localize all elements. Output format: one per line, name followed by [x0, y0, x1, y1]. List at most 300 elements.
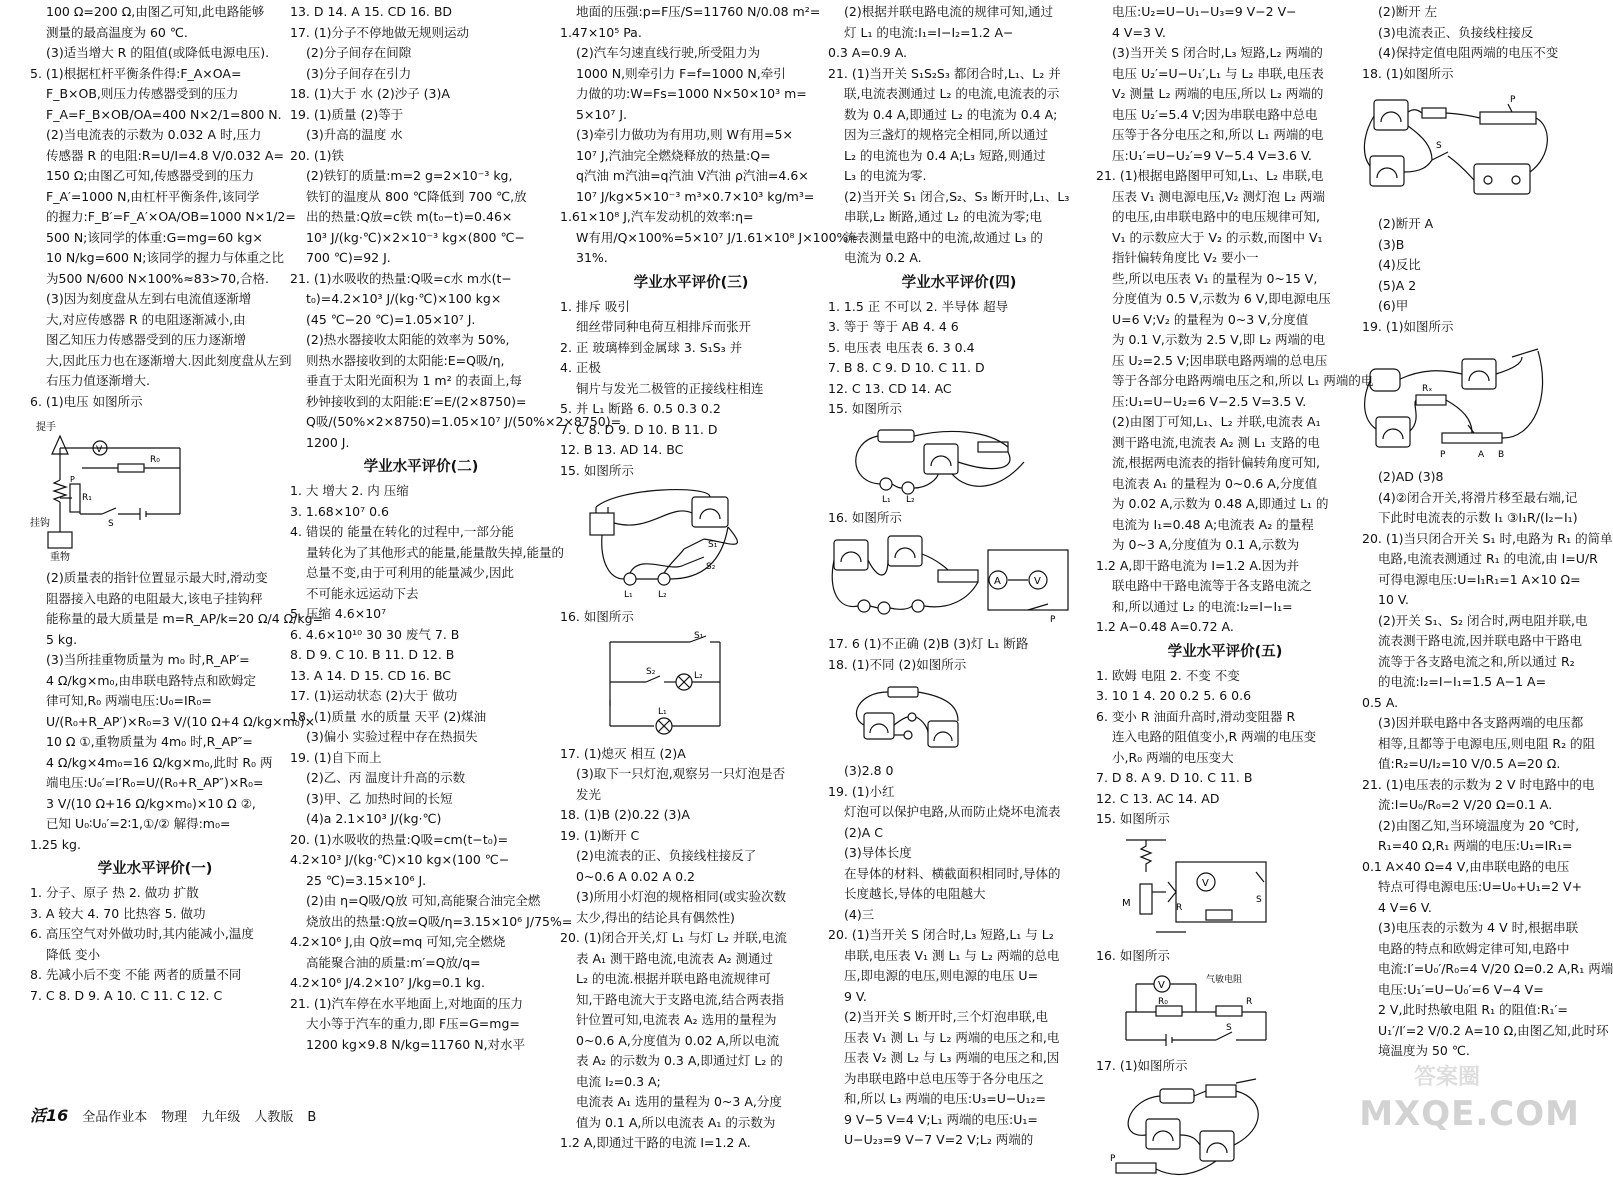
- answer-line: 21. (1)水吸收的热量:Q吸=c水 m水(t−: [290, 270, 512, 286]
- svg-text:S: S: [1226, 1023, 1232, 1033]
- answer-line: 针位置可知,电流表 A₂ 选用的量程为: [576, 1012, 777, 1027]
- answer-line: 电流表 A₁ 选用的量程为 0~3 A,分度: [576, 1094, 782, 1109]
- answer-line: 测量的最高温度为 60 ℃.: [46, 24, 188, 40]
- figure-handle-label: 提手: [36, 422, 56, 433]
- answer-line: (2)由图丁可知,L₁、L₂ 并联,电流表 A₁: [1112, 414, 1321, 429]
- col5d-text: [1096, 1056, 1354, 1077]
- answer-line: 电压:U₁′=U−U₀′=6 V−4 V=: [1378, 981, 1544, 997]
- answer-line: 25 ℃)=3.15×10⁶ J.: [306, 872, 427, 888]
- answer-line: 19. (1)自下而上: [290, 749, 382, 765]
- col1-text: [30, 2, 296, 412]
- answer-line: 电压 U₂′=U−U₁′,L₁ 与 L₂ 串联,电压表: [1112, 65, 1324, 81]
- answer-line: (3)因并联电路中各支路两端的电压都: [1378, 715, 1584, 730]
- answer-line: 8. 先减小后不变 不能 两者的质量不同: [30, 967, 242, 982]
- answer-line: 联,电流表测通过 L₂ 的电流,电流表的示: [844, 86, 1060, 101]
- answer-line: 150 Ω;由图乙可知,传感器受到的压力: [46, 168, 255, 183]
- answer-line: 13. D 14. A 15. CD 16. BD: [290, 4, 453, 19]
- answer-line: Q吸/(50%×2×8750)=1.05×10⁷ J/(50%×2×8750)=: [306, 414, 622, 429]
- answer-line: (2)质量表的指针位置显示最大时,滑动变: [46, 570, 268, 585]
- answer-line: U₁′/I′=2 V/0.2 A=10 Ω,由图乙知,此时环: [1378, 1022, 1609, 1038]
- answer-line: (3)B: [1378, 236, 1405, 252]
- answer-line: (2)A C: [844, 824, 883, 840]
- answer-line: 1.2 A,即通过干路的电流 I=1.2 A.: [560, 1135, 751, 1150]
- figure-hanging-scale: [30, 414, 200, 564]
- svg-text:L₁: L₁: [882, 494, 891, 505]
- answer-line: 值为 0.1 A,所以电流表 A₁ 的示数为: [576, 1114, 776, 1130]
- col3b-text: [560, 297, 822, 482]
- answer-line: 压表 V₂ 测 L₂ 与 L₃ 两端的电压之和,因: [844, 1050, 1060, 1065]
- col2b-text: [290, 481, 573, 1055]
- answer-line: 流表测量电路中的电流,故通过 L₃ 的: [844, 229, 1043, 245]
- answer-line: 3. A 较大 4. 70 比热容 5. 做功: [30, 905, 206, 921]
- svg-text:A: A: [1478, 450, 1485, 460]
- answer-line: (2)当开关 S 断开时,三个灯泡串联,电: [844, 1009, 1049, 1024]
- answer-line: 为500 N/600 N×100%≈83>70,合格.: [46, 270, 269, 286]
- column-6: [1362, 2, 1613, 1100]
- svg-text:R₁: R₁: [82, 493, 92, 503]
- answer-line: 4 V=3 V.: [1112, 24, 1166, 40]
- answer-line: 压:U₁=U−U₂=6 V−2.5 V=3.5 V.: [1112, 393, 1307, 409]
- answer-line: 铜片与发光二极管的正接线柱相连: [576, 380, 764, 396]
- answer-line: 20. (1)水吸收的热量:Q吸=cm(t−t₀)=: [290, 831, 509, 847]
- answer-line: (2)电流表的正、负接线柱接反了: [576, 848, 757, 863]
- answer-line: 21. (1)根据电路图甲可知,L₁、L₂ 串联,电: [1096, 168, 1324, 183]
- answer-line: 压表 V₁ 测电源电压,V₂ 测灯泡 L₂ 两端: [1112, 188, 1325, 204]
- answer-line: 电流:I′=U₀′/R₀=4 V/20 Ω=0.2 A,R₁ 两端: [1378, 961, 1613, 976]
- answer-line: 压等于各分电压之和,所以 L₁ 两端的电: [1112, 127, 1324, 142]
- answer-line: (4)反比: [1378, 257, 1421, 272]
- svg-text:P: P: [1110, 1153, 1116, 1164]
- answer-line: 16. 如图所示: [560, 609, 634, 624]
- answer-line: 的电流:I₂=I−I₁=1.5 A−1 A=: [1378, 674, 1547, 689]
- answer-line: U−U₂₃=9 V−7 V=2 V;L₂ 两端的: [844, 1132, 1034, 1147]
- answer-line: 能称量的最大质量是 m=R_AP/k=20 Ω/4 Ω/kg=: [46, 611, 324, 626]
- answer-line: 15. 如图所示: [1096, 811, 1170, 826]
- svg-text:R₀: R₀: [150, 455, 160, 465]
- svg-text:V: V: [1158, 980, 1165, 991]
- answer-line: 8. D 9. C 10. B 11. D 12. B: [290, 647, 455, 662]
- answer-line: 0.1 A×40 Ω=4 V,由串联电路的电压: [1362, 858, 1570, 874]
- answer-line: 15. 如图所示: [560, 462, 634, 478]
- svg-text:A: A: [994, 576, 1001, 587]
- answer-line: 在导体的材料、横截面积相同时,导体的: [844, 865, 1061, 881]
- answer-line: 和,所以 L₃ 两端的电压:U₃=U−U₁₂=: [844, 1091, 1047, 1106]
- answer-line: (3)取下一只灯泡,观察另一只灯泡是否: [576, 766, 786, 781]
- page-number: 活16: [30, 1105, 69, 1125]
- answer-line: 3. 等于 等于 AB 4. 4 6: [828, 319, 959, 334]
- answer-line: R₁=40 Ω,R₁ 两端的电压:U₁=IR₁=: [1378, 838, 1573, 853]
- svg-text:L₁: L₁: [624, 590, 633, 600]
- answer-line: 表 A₁ 测干路电流,电流表 A₂ 测通过: [576, 950, 773, 966]
- answer-line: 4. 错误的 能量在转化的过程中,一部分能: [290, 524, 514, 539]
- answer-line: 700 ℃)=92 J.: [306, 250, 391, 265]
- answer-line: 3. 1.68×10⁷ 0.6: [290, 503, 389, 519]
- svg-text:V: V: [1034, 576, 1041, 587]
- answer-line: W有用/Q×100%=5×10⁷ J/1.61×10⁸ J×100%≈: [576, 229, 859, 245]
- footer-edition: 人教版: [254, 1109, 294, 1125]
- answer-line: 19. (1)质量 (2)等于: [290, 106, 404, 122]
- answer-line: 0.5 A.: [1362, 694, 1399, 710]
- svg-text:P: P: [1510, 95, 1516, 105]
- answer-line: 压,即电源的电压,则电源的电压 U=: [844, 968, 1039, 983]
- answer-line: (3)牵引力做功为有用功,则 W有用=5×: [576, 127, 793, 142]
- answer-line: F_B×OB,则压力传感器受到的压力: [46, 86, 239, 101]
- svg-text:S: S: [1436, 141, 1442, 151]
- answer-line: 17. (1)熄灭 相互 (2)A: [560, 745, 686, 761]
- answer-line: 5 kg.: [46, 631, 78, 647]
- figure-hook-label: 挂钩: [30, 518, 50, 529]
- answer-line: 18. (1)大于 水 (2)沙子 (3)A: [290, 86, 450, 101]
- svg-text:S₂: S₂: [646, 666, 656, 677]
- answer-line: (6)甲: [1378, 298, 1409, 313]
- answer-line: 20. (1)闭合开关,灯 L₁ 与灯 L₂ 并联,电流: [560, 930, 787, 945]
- watermark: MXQE.COM: [1359, 1093, 1580, 1134]
- answer-line: 境温度为 50 ℃.: [1378, 1043, 1470, 1058]
- answer-line: (4)三: [844, 906, 875, 922]
- answer-line: 灯 L₁ 的电流:I₁=I−I₂=1.2 A−: [844, 24, 1014, 40]
- answer-line: 端电压:U₀′=I′R₀=U/(R₀+R_AP″)×R₀=: [46, 775, 264, 790]
- answer-line: 4.2×10³ J/(kg·℃)×10 kg×(100 ℃−: [290, 852, 510, 867]
- answer-line: 20. (1)铁: [290, 147, 345, 163]
- answer-line: (3)偏小 实验过程中存在热损失: [306, 729, 478, 744]
- answer-line: 15. 如图所示: [828, 401, 902, 416]
- answer-line: 100 Ω=200 Ω,由图乙可知,此电路能够: [46, 4, 265, 19]
- figure-circuit-q16c: [1096, 968, 1296, 1052]
- col4e-text: [828, 761, 1090, 1151]
- svg-text:B: B: [1498, 450, 1505, 460]
- watermark-cn: 答案圈: [1413, 1064, 1480, 1090]
- answer-line: U/(R₀+R_AP′)×R₀=3 V/(10 Ω+4 Ω/kg×m₀)×: [46, 713, 316, 729]
- answer-line: 右压力值逐渐增大.: [46, 373, 150, 388]
- section-heading-5: 学业水平评价(五): [1167, 643, 1283, 660]
- answer-line: 0~0.6 A 0.02 A 0.2: [576, 868, 696, 884]
- answer-line: 数为 0.4 A,即通过 L₂ 的电流为 0.4 A;: [844, 106, 1058, 122]
- section-heading-2: 学业水平评价(二): [363, 459, 479, 475]
- answer-line: V₁ 的示数应大于 V₂ 的示数,而图中 V₁: [1112, 229, 1323, 245]
- svg-text:S₂: S₂: [706, 562, 716, 572]
- answer-line: U=6 V;V₂ 的量程为 0~3 V,分度值: [1112, 311, 1309, 327]
- svg-text:L₂: L₂: [906, 494, 915, 505]
- figure-circuit-q17: [1096, 1079, 1296, 1189]
- answer-line: 1200 kg×9.8 N/kg=11760 N,对水平: [306, 1036, 526, 1052]
- answer-line: (2)铁钉的质量:m=2 g=2×10⁻³ kg,: [306, 168, 513, 183]
- answer-line: 17. 6 (1)不正确 (2)B (3)灯 L₁ 断路: [828, 636, 1029, 651]
- answer-line: 可得电源电压:U=I₁R₁=1 A×10 Ω=: [1378, 571, 1581, 587]
- answer-line: 10⁷ J,汽油完全燃烧释放的热量:Q=: [576, 147, 771, 163]
- svg-text:R: R: [1246, 997, 1253, 1007]
- answer-line: 传感器 R 的电阻:R=U/I=4.8 V/0.032 A=: [46, 147, 284, 163]
- answer-line: 细丝带同种电荷互相排斥而张开: [576, 319, 752, 334]
- answer-line: (2)开关 S₁、S₂ 闭合时,两电阻并联,电: [1378, 612, 1588, 628]
- col1c-text: [30, 883, 280, 1006]
- col1b-text: [30, 568, 324, 855]
- column-4: [828, 2, 1090, 1147]
- answer-line: 电流为 I₁=0.48 A;电流表 A₂ 的量程: [1112, 516, 1314, 532]
- answer-line: 4 V=6 V.: [1378, 899, 1432, 915]
- col6c-text: [1362, 467, 1613, 1062]
- answer-line: (4)保持定值电阻两端的电压不变: [1378, 45, 1559, 60]
- figure-circuit-q19: [1362, 339, 1562, 463]
- answer-line: 1.25 kg.: [30, 836, 81, 852]
- answer-line: (2)断开 左: [1378, 4, 1438, 19]
- col4-text: [828, 2, 1090, 269]
- answer-line: 21. (1)电压表的示数为 2 V 时电路中的电: [1362, 776, 1595, 792]
- answer-line: 为串联电路中总电压等于各分电压之: [844, 1070, 1045, 1086]
- answer-line: 流:I=U₀/R₀=2 V/20 Ω=0.1 A.: [1378, 797, 1553, 812]
- svg-text:S: S: [108, 519, 114, 529]
- answer-line: (2)汽车匀速直线行驶,所受阻力为: [576, 45, 761, 60]
- answer-line: 表 A₂ 的示数为 0.3 A,即通过灯 L₂ 的: [576, 1053, 783, 1068]
- svg-text:R₀: R₀: [1158, 997, 1168, 1007]
- page-footer: [30, 1106, 316, 1129]
- answer-line: 压表 V₁ 测 L₁ 与 L₂ 两端的电压之和,电: [844, 1029, 1060, 1045]
- answer-line: 串联,电压表 V₁ 测 L₁ 与 L₂ 两端的总电: [844, 947, 1060, 963]
- answer-line: 因为三盏灯的规格完全相同,所以通过: [844, 127, 1048, 142]
- answer-line: 6. 4.6×10¹⁰ 30 30 废气 7. B: [290, 626, 460, 642]
- svg-text:P: P: [1050, 615, 1056, 625]
- answer-line: 秒钟接收到的太阳能:E′=E/(2×8750)=: [306, 393, 527, 409]
- answer-line: 7. C 8. D 9. D 10. B 11. D: [560, 421, 718, 437]
- answer-line: 19. (1)断开 C: [560, 827, 640, 843]
- answer-line: 2 V,此时热敏电阻 R₁ 的阻值:R₁′=: [1378, 1002, 1568, 1017]
- answer-line: (2)由 η=Q吸/Q放 可知,高能聚合油完全燃: [306, 893, 541, 908]
- answer-line: 1. 分子、原子 热 2. 做功 扩散: [30, 885, 199, 900]
- section-heading-3: 学业水平评价(三): [633, 274, 749, 291]
- figure-circuit-q16: [560, 630, 760, 740]
- answer-line: 7. B 8. C 9. D 10. C 11. D: [828, 360, 985, 375]
- answer-line: (3)电压表的示数为 4 V 时,根据串联: [1378, 920, 1579, 935]
- answer-line: 12. C 13. AC 14. AD: [1096, 790, 1220, 806]
- answer-line: 10 V.: [1378, 592, 1409, 607]
- col3-text: [560, 2, 859, 269]
- col5b-text: [1096, 666, 1354, 830]
- answer-line: 流,根据两电流表的指针偏转角度可知,: [1112, 455, 1320, 470]
- figure-circuit-q15: [560, 483, 760, 603]
- answer-line: L₂ 的电流.根据并联电路电流规律可: [576, 971, 771, 986]
- answer-line: 小,R₀ 两端的电压变大: [1112, 749, 1234, 765]
- svg-text:Rₓ: Rₓ: [1422, 384, 1433, 394]
- answer-line: 19. (1)小红: [828, 783, 895, 799]
- answer-line: 16. 如图所示: [1096, 947, 1170, 963]
- svg-text:R: R: [1176, 902, 1183, 913]
- answer-line: 1.61×10⁸ J,汽车发动机的效率:η=: [560, 209, 754, 224]
- answer-line: 1200 J.: [306, 434, 350, 450]
- figure-circuit-q18: [828, 677, 1018, 757]
- svg-text:V: V: [1202, 877, 1209, 889]
- col5-text: [1096, 2, 1374, 638]
- answer-line: 量转化为了其他形式的能量,能量散失掉,能量的: [306, 544, 564, 560]
- answer-line: F_A′=1000 N,由杠杆平衡条件,该同学: [46, 188, 260, 204]
- answer-line: 5. (1)根据杠杆平衡条件得:F_A×OA=: [30, 65, 242, 81]
- answer-line: (3)因为刻度盘从左到右电流值逐渐增: [46, 291, 252, 306]
- answer-line: (3)当开关 S 闭合时,L₃ 短路,L₂ 两端的: [1112, 45, 1323, 60]
- svg-text:S₁: S₁: [708, 540, 718, 550]
- answer-line: 压:U₁′=U−U₂′=9 V−5.4 V=3.6 V.: [1112, 147, 1312, 163]
- answer-line: 指针偏转角度比 V₂ 要小一: [1112, 250, 1259, 265]
- answer-line: 5. 并 L₁ 断路 6. 0.5 0.3 0.2: [560, 401, 721, 416]
- answer-line: 为 0~3 A,分度值为 0.1 A,示数为: [1112, 537, 1300, 552]
- answer-line: 20. (1)当开关 S 闭合时,L₃ 短路,L₁ 与 L₂: [828, 927, 1054, 942]
- answer-line: 3. 10 1 4. 20 0.2 5. 6 0.6: [1096, 688, 1252, 703]
- footer-grade: 九年级: [201, 1109, 241, 1125]
- answer-line: (3)所用小灯泡的规格相同(或实验次数: [576, 889, 787, 904]
- answer-line: 2. 正 玻璃棒到金属球 3. S₁S₃ 并: [560, 339, 743, 355]
- answer-line: 13. A 14. D 15. CD 16. BC: [290, 667, 451, 683]
- svg-text:S: S: [1256, 894, 1262, 905]
- answer-line: 相等,且都等于电源电压,则电阻 R₂ 的阻: [1378, 735, 1596, 751]
- answer-line: 21. (1)汽车停在水平地面上,对地面的压力: [290, 995, 524, 1011]
- answer-line: F_A=F_B×OB/OA=400 N×2/1=800 N.: [46, 106, 282, 122]
- answer-line: 大,对应传感器 R 的电阻逐渐减小,由: [46, 311, 246, 327]
- answer-line: (45 ℃−20 ℃)=1.05×10⁷ J.: [306, 311, 476, 327]
- answer-line: 1.47×10⁵ Pa.: [560, 24, 642, 40]
- col6-text: [1362, 2, 1574, 84]
- answer-line: 高能聚合油的质量:m′=Q放/q=: [306, 954, 481, 970]
- answer-line: 出的热量:Q放=c铁 m(t₀−t)=0.46×: [306, 209, 513, 224]
- svg-text:L₁: L₁: [658, 706, 667, 717]
- answer-line: 大,因此压力也在逐渐增大.因此刻度盘从左到: [46, 352, 292, 368]
- answer-line: (3)2.8 0: [844, 763, 894, 778]
- answer-line: 知,干路电流大于支路电流,结合两表指: [576, 991, 784, 1007]
- answer-line: 电路,电流表测通过 R₁ 的电流,由 I=U/R: [1378, 551, 1598, 566]
- answer-line: 太少,得出的结论具有偶然性): [576, 909, 735, 925]
- column-5: [1096, 2, 1374, 1164]
- figure-weight-label: 重物: [50, 552, 70, 563]
- answer-line: 3 V/(10 Ω+16 Ω/kg×m₀)×10 Ω ②,: [46, 795, 256, 811]
- svg-text:S₁: S₁: [694, 630, 704, 641]
- answer-line: 的电压,由串联电路中的电压规律可知,: [1112, 209, 1320, 224]
- answer-line: 灯泡可以保护电路,从而防止烧坏电流表: [844, 804, 1061, 819]
- col3c-text: [560, 607, 822, 628]
- answer-line: (2)乙、丙 温度计升高的示数: [306, 770, 466, 785]
- answer-line: 1. 1.5 正 不可以 2. 半导体 超导: [828, 298, 1009, 314]
- answer-line: 4.2×10⁶ J,由 Q放=mq 可知,完全燃烧: [290, 934, 506, 949]
- answer-line: 流表测干路电流,因并联电路中干路电: [1378, 633, 1582, 648]
- answer-line: 12. B 13. AD 14. BC: [560, 442, 684, 457]
- svg-text:P: P: [70, 475, 75, 484]
- figure-circuit-q15c: [1096, 832, 1296, 942]
- answer-line: 特点可得电源电压:U=U₀+U₁=2 V+: [1378, 879, 1583, 894]
- answer-line: 1.2 A−0.48 A=0.72 A.: [1096, 619, 1234, 634]
- answer-line: 1.2 A,即干路电流为 I=1.2 A.因为并: [1096, 557, 1300, 573]
- answer-line: 电流 I₂=0.3 A;: [576, 1073, 661, 1089]
- answer-line: 6. (1)电压 如图所示: [30, 393, 143, 409]
- answer-line: 10 Ω ①,重物质量为 4m₀ 时,R_AP″=: [46, 734, 253, 749]
- answer-line: 电压 U₂′=5.4 V;因为串联电路中总电: [1112, 106, 1318, 122]
- svg-text:M: M: [1122, 897, 1131, 909]
- col3d-text: [560, 744, 822, 1154]
- answer-line: 联电路中干路电流等于各支路电流之: [1112, 578, 1313, 593]
- answer-line: 图乙知压力传感器受到的压力逐渐增: [46, 332, 247, 347]
- answer-line: 0.3 A=0.9 A.: [828, 45, 908, 60]
- answer-line: 值:R₂=U/I₂=10 V/0.5 A=20 Ω.: [1378, 756, 1561, 771]
- answer-line: 7. D 8. A 9. D 10. C 11. B: [1096, 770, 1253, 785]
- answer-line: (3)适当增大 R 的阻值(或降低电源电压).: [46, 45, 270, 60]
- answer-line: 16. 如图所示: [828, 509, 902, 525]
- answer-line: (3)升高的温度 水: [306, 127, 403, 142]
- answer-line: (2)热水器接收太阳能的效率为 50%,: [306, 332, 510, 347]
- answer-line: (5)A 2: [1378, 277, 1417, 293]
- answer-line: 为 0.02 A,示数为 0.48 A,即通过 L₁ 的: [1112, 496, 1329, 511]
- answer-line: 等于各部分电路两端电压之和,所以 L₁ 两端的电: [1112, 373, 1374, 388]
- answer-line: (4)a 2.1×10³ J/(kg·℃): [306, 811, 442, 826]
- answer-line: (3)分子间存在引力: [306, 65, 412, 81]
- answer-line: 地面的压强:p=F压/S=11760 N/0.08 m²=: [576, 4, 821, 19]
- answer-line: 500 N;该同学的体重:G=mg=60 kg×: [46, 229, 263, 245]
- answer-line: 5. 压缩 4.6×10⁷: [290, 606, 387, 621]
- answer-line: 力做的功:W=Fs=1000 N×50×10³ m=: [576, 86, 807, 101]
- answer-line: 1. 排斥 吸引: [560, 298, 630, 314]
- answer-line: 21. (1)当开关 S₁S₂S₃ 都闭合时,L₁、L₂ 并: [828, 65, 1061, 81]
- answer-line: 18. (1)质量 水的质量 天平 (2)煤油: [290, 708, 487, 724]
- answer-line: 不可能永远运动下去: [306, 585, 419, 601]
- answer-line: q汽油 m汽油=q汽油 V汽油 ρ汽油=4.6×: [576, 168, 809, 183]
- answer-line: 分度值为 0.5 V,示数为 6 V,即电源电压: [1112, 291, 1331, 306]
- answer-line: 31%.: [576, 250, 608, 265]
- answer-line: 12. C 13. CD 14. AC: [828, 380, 952, 396]
- answer-line: L₂ 的电流也为 0.4 A;L₃ 短路,则通过: [844, 147, 1046, 163]
- answer-line: (2)当电流表的示数为 0.032 A 时,压力: [46, 127, 262, 142]
- answer-line: 17. (1)运动状态 (2)大于 做功: [290, 688, 458, 703]
- answer-line: 些,所以电压表 V₁ 的量程为 0~15 V,: [1112, 270, 1318, 286]
- answer-line: 下此时电流表的示数 I₁ ③I₁R/(I₂−I₁): [1378, 510, 1578, 525]
- footer-subject: 物理: [161, 1109, 188, 1125]
- svg-text:L₂: L₂: [694, 670, 703, 681]
- answer-line: 降低 变小: [46, 946, 100, 962]
- answer-line: 已知 U₀∶U₀′=2∶1,①/② 解得:m₀=: [46, 816, 231, 831]
- answer-line: 阻器接入电路的电阻最大,该电子挂钩秤: [46, 590, 263, 606]
- answer-line: 4 Ω/kg×m₀,由串联电路特点和欧姆定: [46, 672, 256, 688]
- footer-series: 全品作业本: [82, 1109, 148, 1125]
- answer-line: (2)AD (3)8: [1378, 469, 1444, 484]
- answer-line: 18. (1)不同 (2)如图所示: [828, 656, 967, 672]
- col6b-text: [1362, 214, 1574, 337]
- svg-text:L₂: L₂: [658, 590, 667, 600]
- answer-line: 发光: [576, 786, 602, 802]
- answer-line: (2)当开关 S₁ 闭合,S₂、S₃ 断开时,L₁、L₃: [844, 188, 1070, 204]
- answer-line: 18. (1)如图所示: [1362, 65, 1454, 81]
- answer-line: 铁钉的温度从 800 ℃降低到 700 ℃,放: [306, 188, 527, 204]
- answer-line: 17. (1)如图所示: [1096, 1058, 1188, 1073]
- answer-line: 1. 大 增大 2. 内 压缩: [290, 483, 409, 498]
- svg-text:V: V: [96, 445, 103, 455]
- section-heading-4: 学业水平评价(四): [901, 274, 1017, 291]
- answer-line: 9 V.: [844, 988, 867, 1004]
- answer-line: (3)电流表正、负接线柱接反: [1378, 24, 1534, 40]
- answer-line: 长度越长,导体的电阻越大: [844, 886, 986, 901]
- col5c-text: [1096, 946, 1354, 967]
- answer-line: 4 Ω/kg×4m₀=16 Ω/kg×m₀,此时 R₀ 两: [46, 754, 273, 770]
- answer-line: 总量不变,由于可利用的能量减少,因此: [306, 565, 514, 580]
- answer-line: 垂直于太阳光面积为 1 m² 的表面上,每: [306, 373, 523, 388]
- answer-line: 1. 欧姆 电阻 2. 不变 不变: [1096, 667, 1240, 683]
- col4b-text: [828, 297, 1090, 420]
- answer-line: 压 U₂=2.5 V;因串联电路两端的总电压: [1112, 352, 1328, 368]
- figure-circuit-q16b: [828, 530, 1088, 630]
- figure-circuit-q18b: [1362, 86, 1562, 210]
- answer-line: (3)导体长度: [844, 845, 912, 860]
- answer-line: 5×10⁷ J.: [576, 106, 627, 122]
- answer-line: 6. 变小 R 油面升高时,滑动变阻器 R: [1096, 708, 1296, 724]
- svg-text:P: P: [1440, 450, 1446, 460]
- footer-version: B: [307, 1109, 317, 1125]
- answer-line: 6. 高压空气对外做功时,其内能减小,温度: [30, 926, 254, 941]
- answer-line: 测干路电流,电流表 A₂ 测 L₁ 支路的电: [1112, 434, 1320, 450]
- answer-line: 流等于各支路电流之和,所以通过 R₂: [1378, 653, 1575, 669]
- answer-line: 连入电路的阻值变小,R 两端的电压变: [1112, 729, 1317, 744]
- answer-line: 10⁷ J/kg×5×10⁻³ m³×0.7×10³ kg/m³=: [576, 188, 815, 204]
- answer-line: 烧放出的热量:Q放=Q吸/η=3.15×10⁶ J/75%=: [306, 913, 573, 929]
